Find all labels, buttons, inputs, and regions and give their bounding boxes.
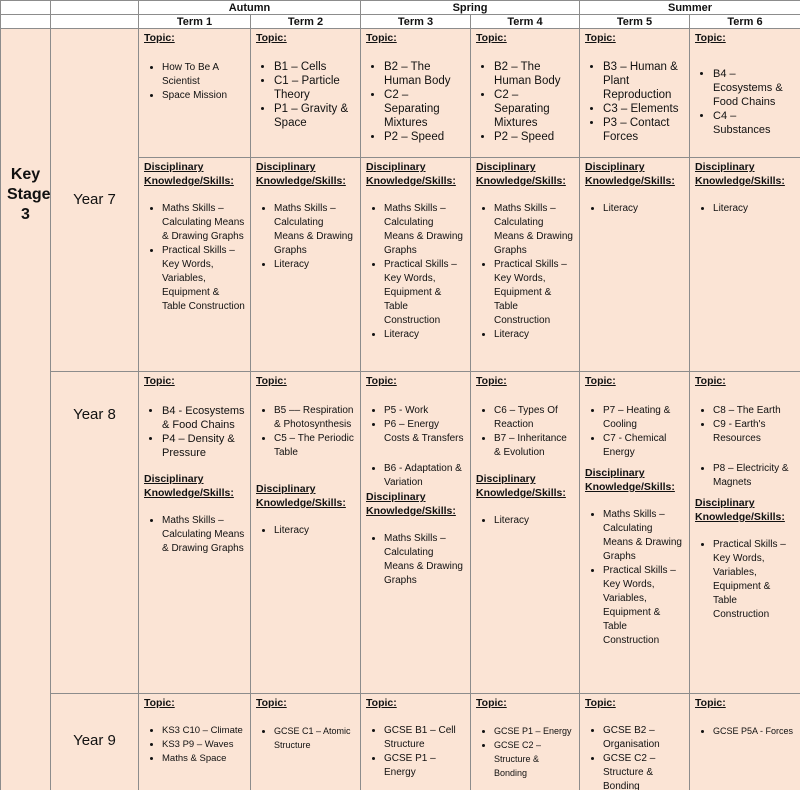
topic-label: Topic:: [144, 32, 175, 44]
topic-label: Topic:: [256, 375, 287, 387]
list-item: • Literacy: [274, 258, 355, 272]
y7-t3-topic: [361, 29, 471, 158]
disciplinary-label: Disciplinary Knowledge/Skills:: [695, 161, 785, 187]
list-item: • B3 – Human & Plant Reproduction: [603, 60, 684, 102]
list-item: • P8 – Electricity & Magnets: [713, 462, 795, 490]
y7-t3-skills: [361, 158, 471, 372]
term-1-header: Term 1: [139, 15, 251, 29]
disciplinary-label: Disciplinary Knowledge/Skills:: [256, 161, 346, 187]
topic-label: Topic:: [144, 697, 175, 709]
term-6-header: Term 6: [690, 15, 800, 29]
list-item: • Literacy: [274, 524, 355, 538]
y9-t1: [139, 694, 251, 790]
term-4-header: Term 4: [471, 15, 580, 29]
list-item: • Literacy: [494, 328, 574, 342]
season-spring: Spring: [361, 1, 580, 15]
list-item: • Practical Skills – Key Words, Variables, Equipment & Table Construction: [603, 564, 684, 648]
y7-t5-skills: [580, 158, 690, 372]
disciplinary-label: Disciplinary Knowledge/Skills:: [366, 491, 456, 517]
topic-label: Topic:: [585, 697, 616, 709]
list-item: • C7 - Chemical Energy: [603, 432, 684, 460]
list-item: • Maths & Space: [162, 752, 245, 766]
y9-t2: [251, 694, 361, 790]
list-item: • GCSE P1 – Energy: [494, 724, 574, 738]
list-item: • P3 – Contact Forces: [603, 116, 684, 144]
topic-label: Topic:: [476, 697, 507, 709]
y7-t5-topic: [580, 29, 690, 158]
y8-t4: [471, 372, 580, 694]
disciplinary-label: Disciplinary Knowledge/Skills:: [476, 473, 566, 499]
list-item: • P6 – Energy Costs & Transfers: [384, 418, 465, 446]
list-item: • C8 – The Earth: [713, 404, 795, 418]
topic-label: Topic:: [366, 375, 397, 387]
list-item: • Maths Skills – Calculating Means & Drawing Graphs: [162, 514, 245, 556]
list-item: • Practical Skills – Key Words, Equipment & Table Construction: [494, 258, 574, 328]
list-item: • B2 – The Human Body: [494, 60, 574, 88]
term-5-header: Term 5: [580, 15, 690, 29]
list-item: • Maths Skills – Calculating Means & Drawing Graphs: [494, 202, 574, 258]
list-item: • B4 – Ecosystems & Food Chains: [713, 67, 795, 109]
topic-label: Topic:: [256, 32, 287, 44]
disciplinary-label: Disciplinary Knowledge/Skills:: [256, 483, 346, 509]
topic-label: Topic:: [695, 32, 726, 44]
list-item: • B7 – Inheritance & Evolution: [494, 432, 574, 460]
topic-label: Topic:: [585, 32, 616, 44]
y7-t4-topic: [471, 29, 580, 158]
list-item: • C9 - Earth's Resources: [713, 418, 795, 446]
topic-label: Topic:: [695, 697, 726, 709]
list-item: • Literacy: [713, 202, 795, 216]
list-item: • Space Mission: [162, 89, 245, 103]
season-summer: Summer: [580, 1, 800, 15]
y9-t3: [361, 694, 471, 790]
topic-label: Topic:: [366, 697, 397, 709]
list-item: • B4 - Ecosystems & Food Chains: [162, 404, 245, 432]
topic-label: Topic:: [585, 375, 616, 387]
corner-cell: [1, 15, 51, 29]
list-item: • Literacy: [494, 514, 574, 528]
list-item: • Practical Skills – Key Words, Equipment & Table Construction: [384, 258, 465, 328]
year-8-cell: [51, 372, 139, 694]
list-item: • Practical Skills – Key Words, Variables, Equipment & Table Construction: [162, 244, 245, 314]
list-item: • B5 –– Respiration & Photosynthesis: [274, 404, 355, 432]
list-item: • C2 – Separating Mixtures: [384, 88, 465, 130]
y7-t1-skills: [139, 158, 251, 372]
key-stage-label: Key Stage 3: [7, 165, 51, 223]
key-stage-cell: [1, 29, 51, 790]
year-8-label: Year 8: [73, 406, 116, 423]
list-item: • Maths Skills – Calculating Means & Drawing Graphs: [603, 508, 684, 564]
list-item: • B6 - Adaptation & Variation: [384, 462, 465, 490]
list-item: • GCSE P1 – Energy: [384, 752, 465, 780]
list-item: • P4 – Density & Pressure: [162, 432, 245, 460]
topic-label: Topic:: [476, 32, 507, 44]
list-item: • GCSE B1 – Cell Structure: [384, 724, 465, 752]
topic-label: Topic:: [144, 375, 175, 387]
topic-label: Topic:: [366, 32, 397, 44]
y9-t6: [690, 694, 800, 790]
y8-t2: [251, 372, 361, 694]
list-item: • Practical Skills – Key Words, Variables, Equipment & Table Construction: [713, 538, 795, 622]
list-item: • Literacy: [384, 328, 465, 342]
list-item: • B2 – The Human Body: [384, 60, 465, 88]
list-item: • GCSE C1 – Atomic Structure: [274, 724, 355, 752]
list-item: • Literacy: [603, 202, 684, 216]
corner-cell: [1, 1, 51, 15]
year-9-label: Year 9: [73, 732, 116, 749]
term-3-header: Term 3: [361, 15, 471, 29]
list-item: • How To Be A Scientist: [162, 61, 245, 89]
disciplinary-label: Disciplinary Knowledge/Skills:: [585, 467, 675, 493]
y8-t6: [690, 372, 800, 694]
year-7-cell: [51, 29, 139, 372]
topic-label: Topic:: [476, 375, 507, 387]
list-item: • P2 – Speed: [494, 130, 574, 144]
y7-t4-skills: [471, 158, 580, 372]
list-item: • GCSE P5A - Forces: [713, 724, 795, 738]
list-item: • Maths Skills – Calculating Means & Drawing Graphs: [162, 202, 245, 244]
disciplinary-label: Disciplinary Knowledge/Skills:: [144, 161, 234, 187]
list-item: • B1 – Cells: [274, 60, 355, 74]
corner-cell: [51, 1, 139, 15]
y7-t2-topic: [251, 29, 361, 158]
list-item: • C3 – Elements: [603, 102, 684, 116]
disciplinary-label: Disciplinary Knowledge/Skills:: [695, 497, 785, 523]
season-autumn: Autumn: [139, 1, 361, 15]
term-2-header: Term 2: [251, 15, 361, 29]
y9-t5: [580, 694, 690, 790]
disciplinary-label: Disciplinary Knowledge/Skills:: [476, 161, 566, 187]
list-item: • C5 – The Periodic Table: [274, 432, 355, 460]
list-item: • P7 – Heating & Cooling: [603, 404, 684, 432]
list-item: • C6 – Types Of Reaction: [494, 404, 574, 432]
list-item: • Maths Skills – Calculating Means & Drawing Graphs: [384, 202, 465, 258]
y7-t2-skills: [251, 158, 361, 372]
topic-label: Topic:: [256, 697, 287, 709]
disciplinary-label: Disciplinary Knowledge/Skills:: [366, 161, 456, 187]
year-7-label: Year 7: [73, 191, 116, 208]
y9-t4: [471, 694, 580, 790]
list-item: • KS3 P9 – Waves: [162, 738, 245, 752]
list-item: • GCSE C2 – Structure & Bonding: [603, 752, 684, 790]
list-item: • C2 – Separating Mixtures: [494, 88, 574, 130]
disciplinary-label: Disciplinary Knowledge/Skills:: [144, 473, 234, 499]
year-9-cell: [51, 694, 139, 790]
y8-t1: [139, 372, 251, 694]
disciplinary-label: Disciplinary Knowledge/Skills:: [585, 161, 675, 187]
y7-t1-topic: [139, 29, 251, 158]
y7-t6-skills: [690, 158, 800, 372]
list-item: • C4 – Substances: [713, 109, 795, 137]
topic-label: Topic:: [695, 375, 726, 387]
list-item: • Maths Skills – Calculating Means & Drawing Graphs: [384, 532, 465, 588]
list-item: • P1 – Gravity & Space: [274, 102, 355, 130]
y8-t3: [361, 372, 471, 694]
list-item: • C1 – Particle Theory: [274, 74, 355, 102]
list-item: • Maths Skills – Calculating Means & Drawing Graphs: [274, 202, 355, 258]
y8-t5: [580, 372, 690, 694]
y7-t6-topic: [690, 29, 800, 158]
list-item: • KS3 C10 – Climate: [162, 724, 245, 738]
list-item: • GCSE B2 – Organisation: [603, 724, 684, 752]
list-item: • P2 – Speed: [384, 130, 465, 144]
list-item: • P5 - Work: [384, 404, 465, 418]
corner-cell: [51, 15, 139, 29]
list-item: • GCSE C2 – Structure & Bonding: [494, 738, 574, 780]
